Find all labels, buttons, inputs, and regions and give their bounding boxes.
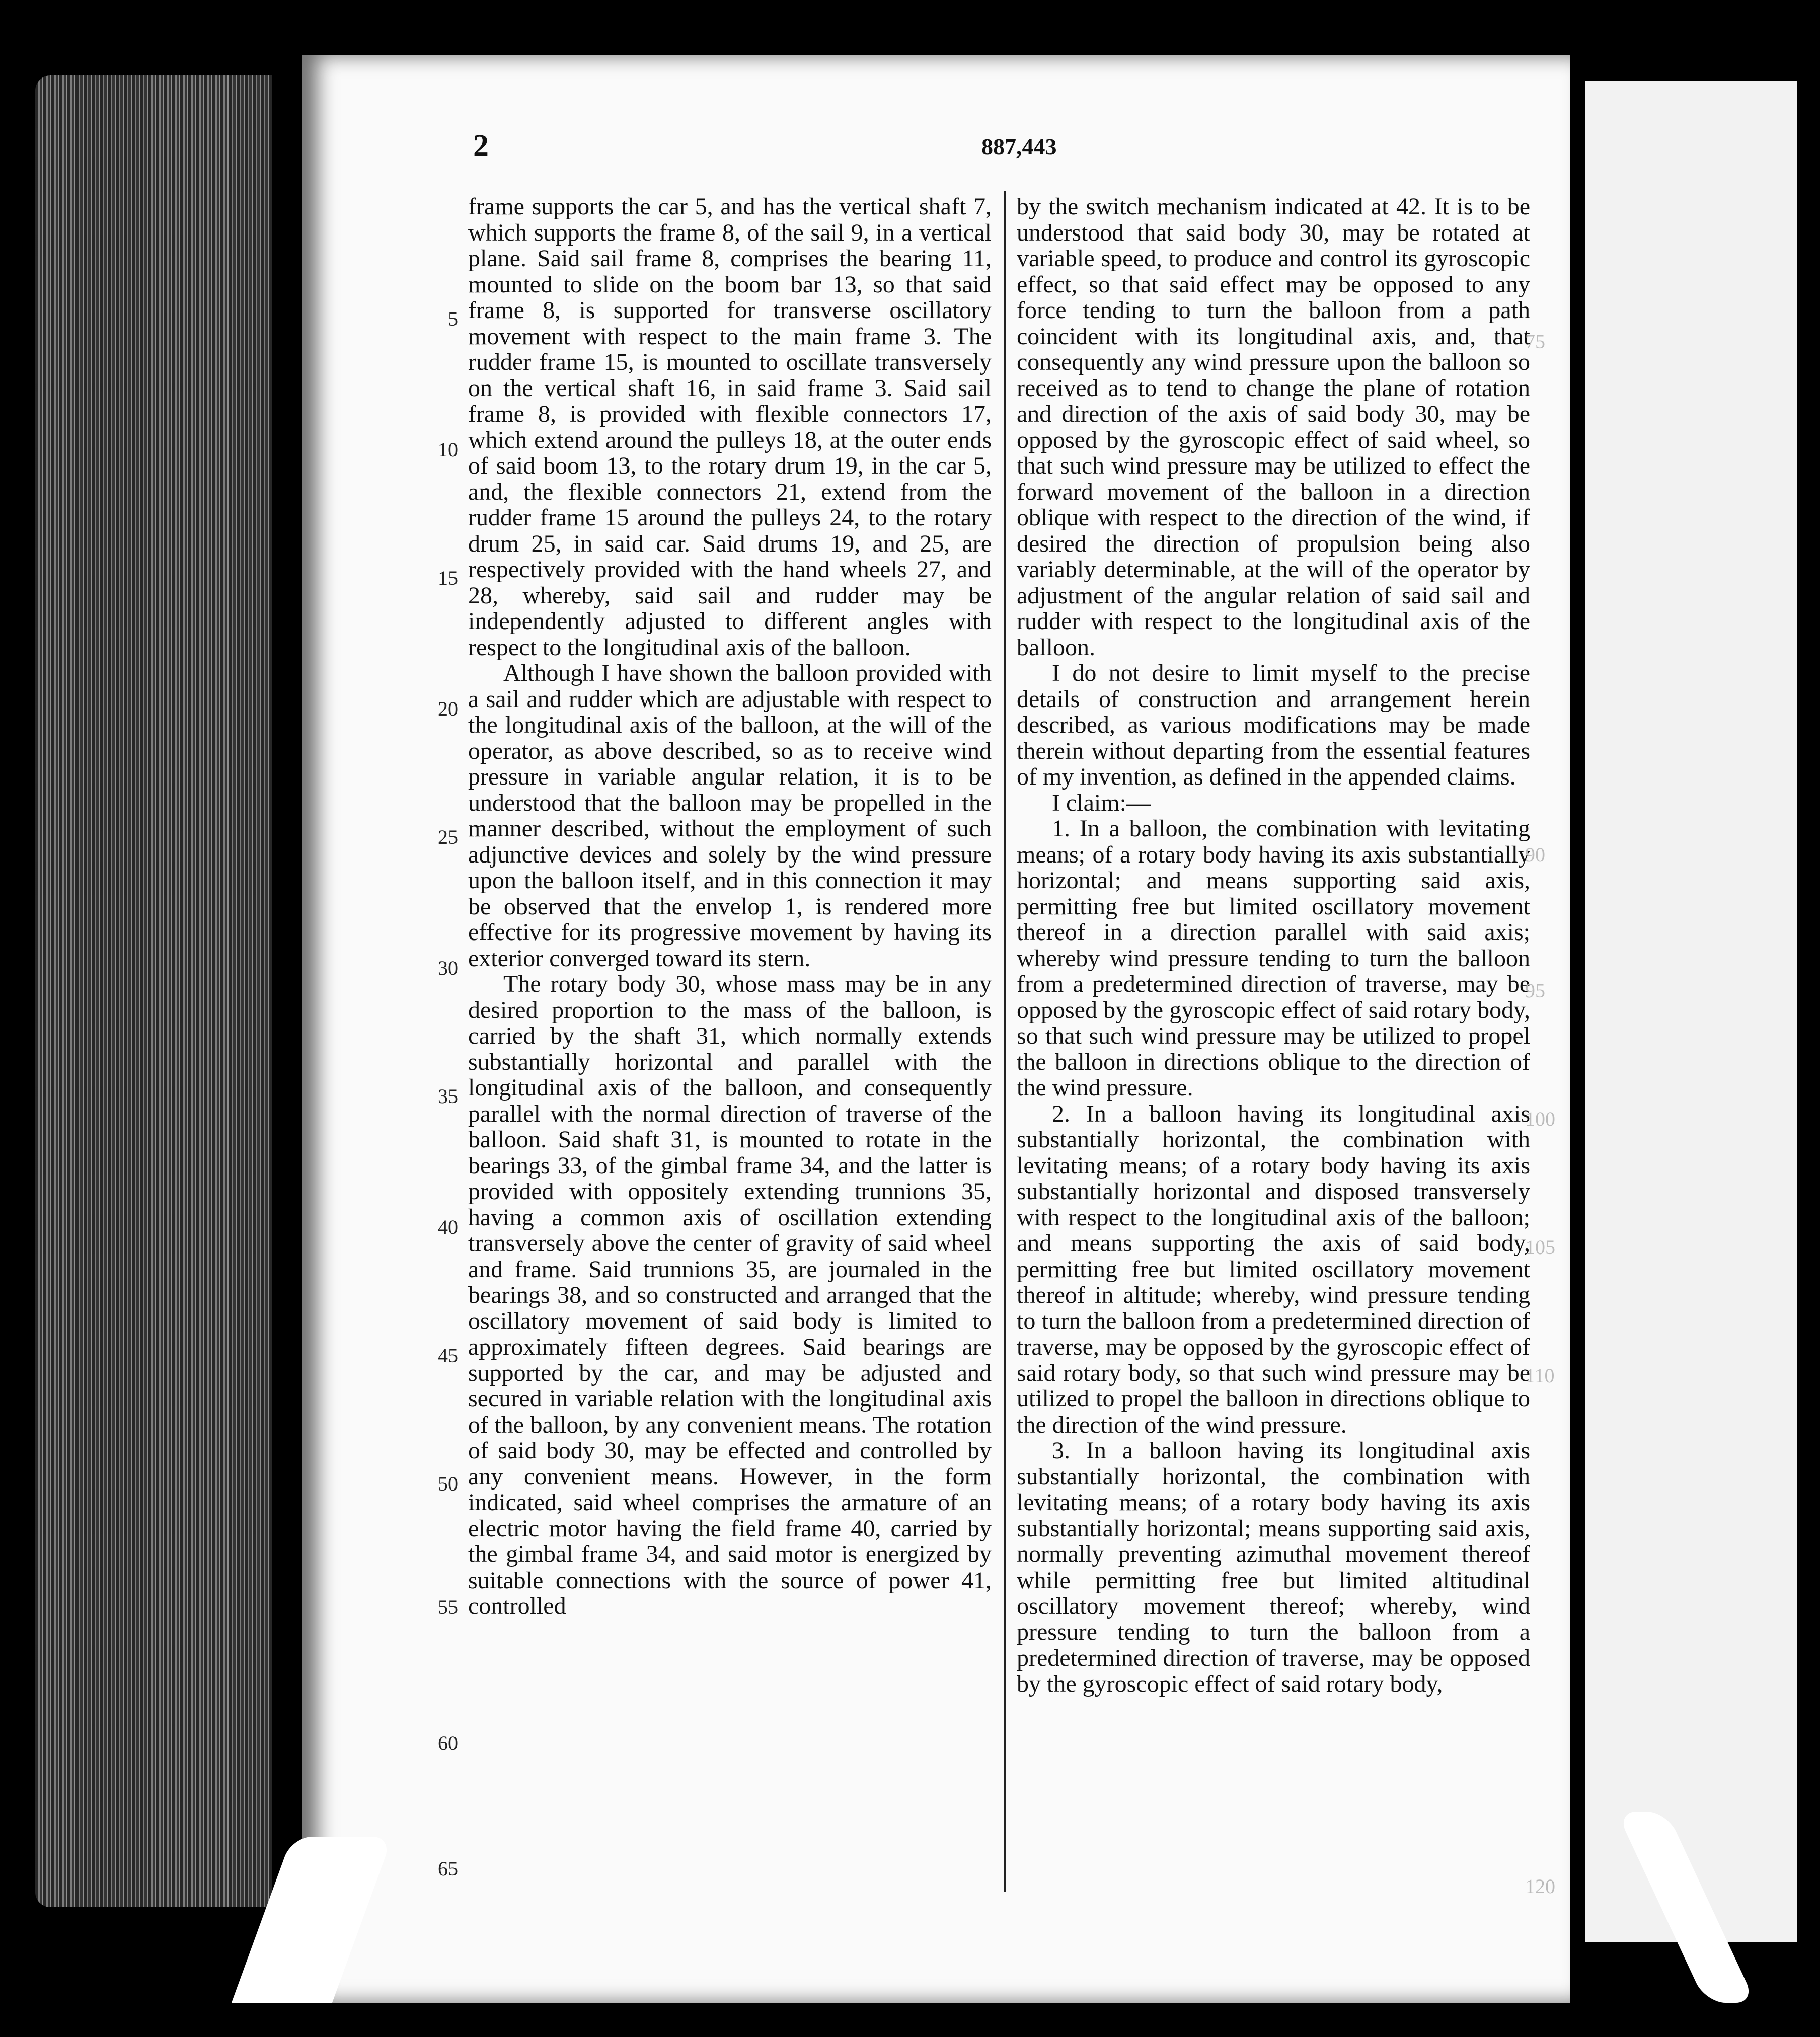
line-number: 105: [1525, 1236, 1555, 1259]
line-number: 20: [438, 697, 458, 720]
left-text-column: [468, 194, 992, 1920]
right-text-column: [1017, 194, 1530, 1920]
line-number: 65: [438, 1857, 458, 1880]
paragraph: Although I have shown the balloon provided with a sail and rudder which are adjustable with respect to the longitudinal axis of the balloon, at the will of the operator, as above described, so as to receive wind pressure in variable angular relation, it is to be understood that the balloon may be propelled in the manner described, without the employment of such adjunctive devices and solely by the wind pressure upon the balloon itself, and in this connection it may be observed that the envelop 1, is rendered more effective for its progressive movement by having its exterior converged toward its stern.: [468, 660, 992, 972]
page-header: [473, 128, 1500, 169]
claim-heading: I claim:—: [1052, 789, 1151, 816]
line-number: 110: [1525, 1364, 1555, 1387]
line-number: 75: [1525, 330, 1545, 353]
paragraph: I do not desire to limit myself to the precise details of construction and arrangement herein described, as various modifications may be made therein without departing from the essential features of my invention, as defined in the appended claims.: [1017, 660, 1530, 790]
facing-page-edge: [1585, 81, 1797, 1942]
page-number: 2: [473, 129, 489, 163]
paragraph: frame supports the car 5, and has the vertical shaft 7, which supports the frame 8, of the sail 9, in a vertical plane. Said sail frame 8, comprises the bearing 11, mounted to slide on the boom bar 13, so that said frame 8, is supported for transverse oscillatory movement with respect to the main frame 3. The rudder frame 15, is mounted to oscillate transversely on the vertical shaft 16, in said frame 3. Said sail frame 8, is provided with flexible connectors 17, which extend around the pulleys 18, at the outer ends of said boom 13, to the rotary drum 19, in the car 5, and, the flexible connectors 21, extend from the rudder frame 15 around the pulleys 24, to the rotary drum 25, in said car. Said drums 19, and 25, are respectively provided with the hand wheels 27, and 28, whereby, said sail and rudder may be independently adjusted to different angles with respect to the longitudinal axis of the balloon.: [468, 193, 992, 661]
line-number: 100: [1525, 1108, 1555, 1130]
claim-2: 2. In a balloon having its longitudinal axis substantially horizontal, the combination with levitating means; of a rotary body having its axis substantially horizontal and disposed transversely with respect to the longitudinal axis of the balloon; and means supporting the axis of said body, permitting free but limited oscillatory movement thereof in altitude; whereby, wind pressure tending to turn the balloon from a predetermined direction of traverse, may be opposed by the gyroscopic effect of said rotary body, so that such wind pressure may be utilized to propel the balloon in directions oblique to the direction of the wind pressure.: [1017, 1100, 1530, 1438]
paragraph: The rotary body 30, whose mass may be in any desired proportion to the mass of the balloon, is carried by the shaft 31, which normally extends substantially horizontal and parallel with the longitudinal axis of the balloon, and consequently parallel with the normal direction of traverse of the balloon. Said shaft 31, is mounted to rotate in the bearings 33, of the gimbal frame 34, and the latter is provided with oppositely extending trunnions 35, having a common axis of oscillation extending transversely above the center of gravity of said wheel and frame. Said trunnions 35, are journaled in the bearings 38, and so constructed and arranged that the oscillatory movement of said body is limited to approximately fifteen degrees. Said bearings are supported by the car, and may be adjusted and secured in variable relation with the longitudinal axis of the balloon, by any convenient means. The rotation of said body 30, may be effected and controlled by any convenient means. However, in the form indicated, said wheel comprises the armature of an electric motor having the field frame 40, carried by the gimbal frame 34, and said motor is energized by suitable connections with the source of power 41, controlled: [468, 971, 992, 1619]
claim-3: 3. In a balloon having its longitudinal axis substantially horizontal, the combination with levitating means; of a rotary body having its axis substantially horizontal; means supporting said axis, normally preventing azimuthal movement thereof while permitting free but limited altitudinal oscillatory movement thereof; whereby, wind pressure tending to turn the balloon from a predetermined direction of traverse, may be opposed by the gyroscopic effect of said rotary body,: [1017, 1437, 1530, 1697]
line-number: 35: [438, 1085, 458, 1108]
line-number: 5: [448, 307, 458, 330]
column-divider: [1004, 191, 1006, 1892]
paragraph: by the switch mechanism indicated at 42. It is to be understood that said body 30, may be rotated at variable speed, to produce and control its gyroscopic effect, so that said effect may be opposed to any force tending to turn the balloon from a path coincident with its longitudinal axis, and, that consequently any wind pressure upon the balloon so received as to tend to change the plane of rotation and direction of the axis of said body 30, may be opposed by the gyroscopic effect of said wheel, so that such wind pressure may be utilized to effect the forward movement of the balloon in a direction oblique with respect to the direction of the wind, if desired the direction of propulsion being also variably determinable, at the will of the operator by adjustment of the angular relation of said sail and rudder with respect to the longitudinal axis of the balloon.: [1017, 193, 1530, 661]
line-number: 50: [438, 1472, 458, 1495]
line-number: 95: [1525, 979, 1545, 1002]
line-number: 90: [1525, 843, 1545, 866]
line-number: 30: [438, 957, 458, 979]
line-number: 45: [438, 1344, 458, 1367]
line-number: 55: [438, 1596, 458, 1618]
line-number: 15: [438, 567, 458, 589]
line-number: 120: [1525, 1875, 1555, 1898]
line-number: 10: [438, 438, 458, 461]
book-page-edges: [35, 75, 272, 1907]
patent-number: 887,443: [981, 134, 1057, 160]
line-number: 40: [438, 1216, 458, 1238]
claim-1: 1. In a balloon, the combination with levitating means; of a rotary body having its axis substantially horizontal; and means supporting said axis, permitting free but limited oscillatory movement thereof in a direction parallel with said axis; whereby wind pressure tending to turn the balloon from a predetermined direction of traverse, may be opposed by the gyroscopic effect of said rotary body, so that such wind pressure may be utilized to propel the balloon in directions oblique to the direction of the wind pressure.: [1017, 815, 1530, 1101]
line-number: 25: [438, 826, 458, 848]
line-number: 60: [438, 1732, 458, 1754]
